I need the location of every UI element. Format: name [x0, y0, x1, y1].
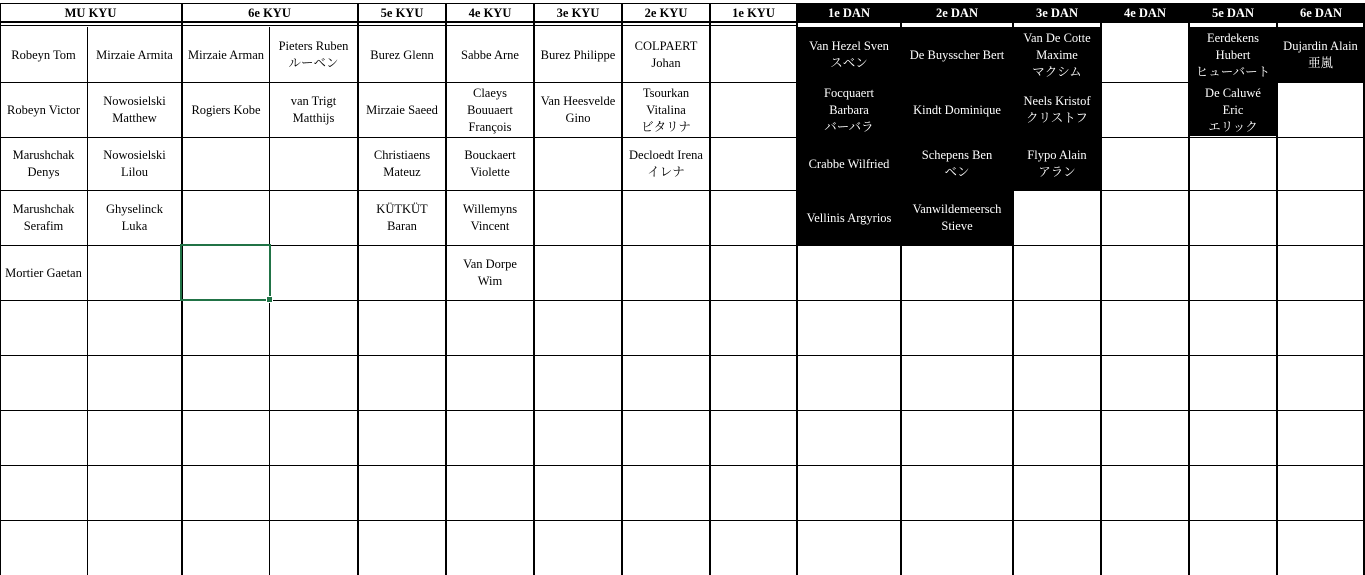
name-cell[interactable] [447, 138, 533, 190]
name-line: van Trigt [290, 94, 337, 108]
name-cell[interactable] [623, 83, 709, 137]
name-line: Bouuaert [467, 102, 513, 117]
name-line: Rogiers Kobe [191, 102, 261, 117]
name-line: Stieve [941, 219, 973, 233]
row-line-6 [0, 355, 1365, 356]
name-line: François [468, 119, 512, 134]
name-line: Maxime [1036, 47, 1078, 62]
name-line: マクシム [1032, 64, 1082, 79]
col-line-6 [709, 3, 711, 575]
name-line: Robeyn Tom [11, 47, 76, 62]
name-cell[interactable] [359, 83, 445, 137]
name-cell[interactable] [359, 191, 445, 245]
name-line: Marushchak [12, 202, 75, 216]
name-line: Vellinis Argyrios [806, 210, 892, 225]
name-line: 亜嵐 [1307, 56, 1333, 70]
name-line: スベン [830, 56, 868, 70]
name-line: De Buysscher Bert [909, 47, 1005, 62]
name-cell[interactable] [535, 83, 621, 137]
name-line: Vincent [470, 219, 510, 233]
name-line: KÜTKÜT [376, 202, 428, 216]
header-6e-dan: 6e DAN [1277, 3, 1365, 23]
name-line: Crabbe Wilfried [808, 156, 890, 171]
fill-handle[interactable] [266, 296, 273, 303]
name-line: Flypo Alain [1027, 148, 1087, 162]
name-line: COLPAERT [634, 39, 698, 53]
name-cell[interactable] [1190, 83, 1276, 137]
name-cell[interactable] [0, 191, 87, 245]
name-line: Bouckaert [464, 148, 516, 162]
name-line: Matthew [112, 111, 157, 125]
name-cell[interactable] [1014, 83, 1100, 137]
row-line-3 [0, 190, 1365, 191]
name-line: Violette [470, 165, 510, 179]
name-line: Serafim [23, 219, 64, 233]
name-line: Claeys [472, 85, 508, 100]
name-line: Lilou [120, 165, 149, 179]
name-line: Denys [27, 165, 60, 179]
name-line: Kindt Dominique [913, 102, 1001, 117]
name-cell[interactable] [1190, 28, 1276, 82]
name-cell[interactable] [447, 246, 533, 300]
name-line: イレナ [647, 165, 685, 179]
name-line: Eric [1222, 102, 1244, 117]
name-line: Nowosielski [103, 148, 166, 162]
name-cell[interactable] [798, 191, 900, 245]
name-line: Mirzaie Arman [187, 47, 264, 62]
name-line: Christiaens [373, 148, 431, 162]
name-cell[interactable] [0, 83, 87, 137]
name-cell[interactable] [1014, 138, 1100, 190]
name-line: クリストフ [1026, 111, 1088, 125]
name-cell[interactable] [902, 138, 1012, 190]
row-line-7 [0, 410, 1365, 411]
name-line: Vitalina [646, 102, 686, 117]
name-line: アラン [1038, 165, 1076, 179]
name-line: Johan [651, 56, 681, 70]
name-line: Hubert [1215, 47, 1251, 62]
name-line: Marushchak [12, 148, 75, 162]
name-cell[interactable] [88, 138, 181, 190]
name-cell[interactable] [902, 83, 1012, 137]
header-3e-kyu: 3e KYU [556, 5, 600, 20]
name-cell[interactable] [1278, 28, 1363, 82]
header-4e-dan: 4e DAN [1101, 3, 1189, 23]
name-line: ビタリナ [641, 119, 691, 134]
name-line: Focquaert [824, 85, 874, 100]
name-line: Vanwildemeersch [912, 202, 1002, 216]
name-cell[interactable] [183, 83, 269, 137]
name-cell[interactable] [798, 83, 900, 137]
name-line: バーバラ [824, 119, 874, 134]
name-cell[interactable] [0, 246, 87, 300]
name-cell[interactable] [447, 83, 533, 137]
col-line-10 [1100, 3, 1102, 575]
name-cell[interactable] [902, 28, 1012, 82]
name-cell[interactable] [1014, 28, 1100, 82]
name-line: Van Heesvelde [540, 94, 616, 108]
name-line: Willemyns [462, 202, 518, 216]
name-cell[interactable] [0, 138, 87, 190]
name-cell[interactable] [798, 138, 900, 190]
name-line: ベン [944, 165, 970, 179]
name-line: Pieters Ruben [278, 39, 349, 53]
name-cell[interactable] [88, 28, 181, 82]
name-line: Dujardin Alain [1283, 39, 1358, 53]
name-line: ヒューバート [1195, 64, 1271, 79]
name-line: Gino [565, 111, 591, 125]
header-bottom-line [0, 21, 797, 23]
name-line: Eerdekens [1206, 30, 1260, 45]
name-line: Nowosielski [103, 94, 166, 108]
name-line: Mateuz [383, 165, 421, 179]
name-line: Matthijs [292, 111, 335, 125]
header-5e-dan: 5e DAN [1189, 3, 1277, 23]
name-line: Baran [387, 219, 417, 233]
col-line-12 [1276, 3, 1278, 575]
header-mu-kyu: MU KYU [64, 5, 117, 20]
header-6e-kyu: 6e KYU [248, 5, 291, 20]
name-line: Mortier Gaetan [5, 265, 82, 280]
header-1e-kyu: 1e KYU [732, 5, 775, 20]
name-cell[interactable] [88, 191, 181, 245]
name-cell[interactable] [0, 28, 87, 82]
name-line: Ghyselinck [106, 202, 163, 216]
name-line: Van Hezel Sven [809, 39, 889, 53]
name-cell[interactable] [88, 83, 181, 137]
name-line: Burez Philippe [540, 47, 616, 62]
name-cell[interactable] [447, 191, 533, 245]
name-line: Neels Kristof [1023, 94, 1091, 108]
name-cell[interactable] [270, 28, 357, 82]
name-cell[interactable] [359, 138, 445, 190]
name-cell[interactable] [447, 28, 533, 82]
name-line: Luka [121, 219, 148, 233]
name-line: Robeyn Victor [7, 102, 80, 117]
name-line: De Caluwé [1205, 85, 1261, 100]
name-line: Sabbe Arne [461, 47, 519, 62]
name-cell[interactable] [535, 28, 621, 82]
header-3e-dan: 3e DAN [1013, 3, 1101, 23]
name-cell[interactable] [798, 28, 900, 82]
header-top-line [0, 3, 1365, 4]
name-cell[interactable] [902, 191, 1012, 245]
name-line: Decloedt Irena [629, 148, 703, 162]
row-line-8 [0, 465, 1365, 466]
name-line: Tsourkan [642, 85, 690, 100]
name-cell[interactable] [623, 28, 709, 82]
name-line: Wim [477, 274, 503, 288]
header-5e-kyu: 5e KYU [380, 5, 424, 20]
name-cell[interactable] [183, 28, 269, 82]
name-line: Schepens Ben [921, 148, 993, 162]
header-1e-dan: 1e DAN [797, 3, 901, 23]
name-line: エリック [1208, 119, 1258, 134]
name-line: Mirzaie Saeed [366, 102, 438, 117]
header-4e-kyu: 4e KYU [468, 5, 512, 20]
name-line: Barbara [829, 102, 869, 117]
name-cell[interactable] [270, 83, 357, 137]
row-line-9 [0, 520, 1365, 521]
name-cell[interactable] [623, 138, 709, 190]
name-line: ルーベン [288, 56, 339, 70]
header-2e-dan: 2e DAN [901, 3, 1013, 23]
name-line: Van Dorpe [463, 257, 517, 271]
header-double-line [0, 25, 797, 26]
name-line: Mirzaie Armita [96, 47, 173, 62]
name-cell[interactable] [359, 28, 445, 82]
name-line: Burez Glenn [370, 47, 434, 62]
name-line: Van De Cotte [1023, 30, 1091, 45]
header-2e-kyu: 2e KYU [644, 5, 688, 20]
selected-cell[interactable] [180, 244, 271, 301]
